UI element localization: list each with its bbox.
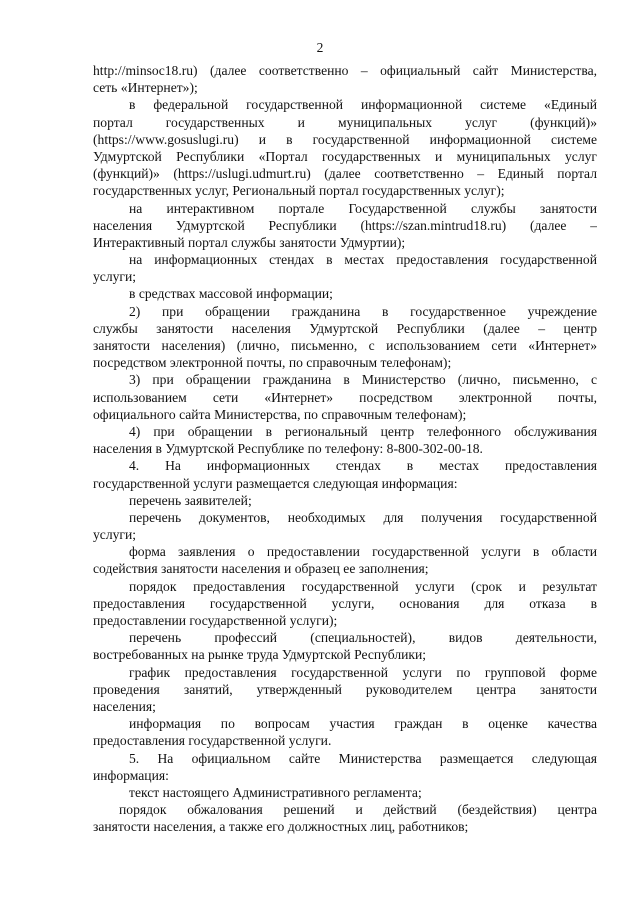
text-line: портал государственных и муниципальных услуг (функций)» [93,114,597,130]
text-line: востребованных на рынке труда Удмуртской Республики; [93,647,427,663]
text-line: населения Удмуртской Республики (https://szan.mintrud18.ru) (далее – [93,217,597,233]
text-line: населения в Удмуртской Республике по телефону: 8-800-302-00-18. [93,441,483,457]
text-line: (https://www.gosuslugi.ru) и в государственной информационной системе [93,131,597,147]
text-line: график предоставления государственной услуги по групповой форме [129,664,597,680]
text-line: перечень профессий (специальностей), видов деятельности, [129,630,597,646]
text-line: посредством электронной почты, по справочным телефонам); [93,355,452,371]
text-line: 4) при обращении в региональный центр телефонного обслуживания [129,423,597,439]
text-line: проведения занятий, утвержденный руководителем центра занятости [93,681,597,697]
text-line: услуги; [93,527,137,543]
text-line: на информационных стендах в местах предоставления государственной [129,252,597,268]
text-line: населения; [93,698,156,714]
text-line: текст настоящего Административного регламента; [129,784,422,800]
text-line: Интерактивный портал службы занятости Удмуртии); [93,234,406,250]
text-line: занятости населения, а также его должностных лиц, работников; [93,819,469,835]
text-line: (функций)» (https://uslugi.udmurt.ru) (далее соответственно – Единый портал [93,166,597,182]
text-line: предоставления государственной услуги, основания для отказа в [93,595,597,611]
text-line: предоставления государственной услуги. [93,733,332,749]
text-line: 5. На официальном сайте Министерства размещается следующая [129,750,597,766]
text-line: услуги; [93,269,137,285]
text-line: перечень заявителей; [129,492,252,508]
text-line: использованием сети «Интернет» посредством электронной почты, [93,389,597,405]
text-line: 4. На информационных стендах в местах предоставления [129,458,597,474]
text-line: порядок обжалования решений и действий (бездействия) центра [119,802,597,818]
text-line: перечень документов, необходимых для получения государственной [129,509,597,525]
document-body [93,62,597,835]
text-line: порядок предоставления государственной услуги (срок и результат [129,578,597,594]
text-line: 3) при обращении гражданина в Министерство (лично, письменно, с [129,372,597,388]
text-line: предоставлении государственной услуги); [93,613,338,628]
text-line: сеть «Интернет»); [93,80,198,96]
text-line: государственной услуги размещается следующая информация: [93,475,458,491]
text-line: занятости населения) (лично, письменно, с использованием сети «Интернет» [93,338,597,353]
text-line: государственных услуг, Региональный портал государственных услуг); [93,183,505,199]
page-number: 2 [316,40,324,55]
text-line: службы занятости населения Удмуртской Республики (далее – центр [93,320,597,336]
text-line: информация по вопросам участия граждан в оценке качества [129,716,597,732]
text-line: форма заявления о предоставлении государственной услуги в области [129,544,597,560]
text-line: информация: [93,767,169,783]
text-line: Удмуртской Республики «Портал государственных и муниципальных услуг [93,148,597,164]
text-line: http://minsoc18.ru) (далее соответственно – официальный сайт Министерства, [93,63,597,78]
text-line: 2) при обращении гражданина в государственное учреждение [129,303,597,319]
text-line: содействия занятости населения и образец ее заполнения; [93,561,429,577]
text-line: на интерактивном портале Государственной службы занятости [129,200,597,216]
text-line: в федеральной государственной информационной системе «Единый [129,97,597,113]
text-line: в средствах массовой информации; [129,286,333,302]
text-line: официального сайта Министерства, по справочным телефонам); [93,406,467,422]
